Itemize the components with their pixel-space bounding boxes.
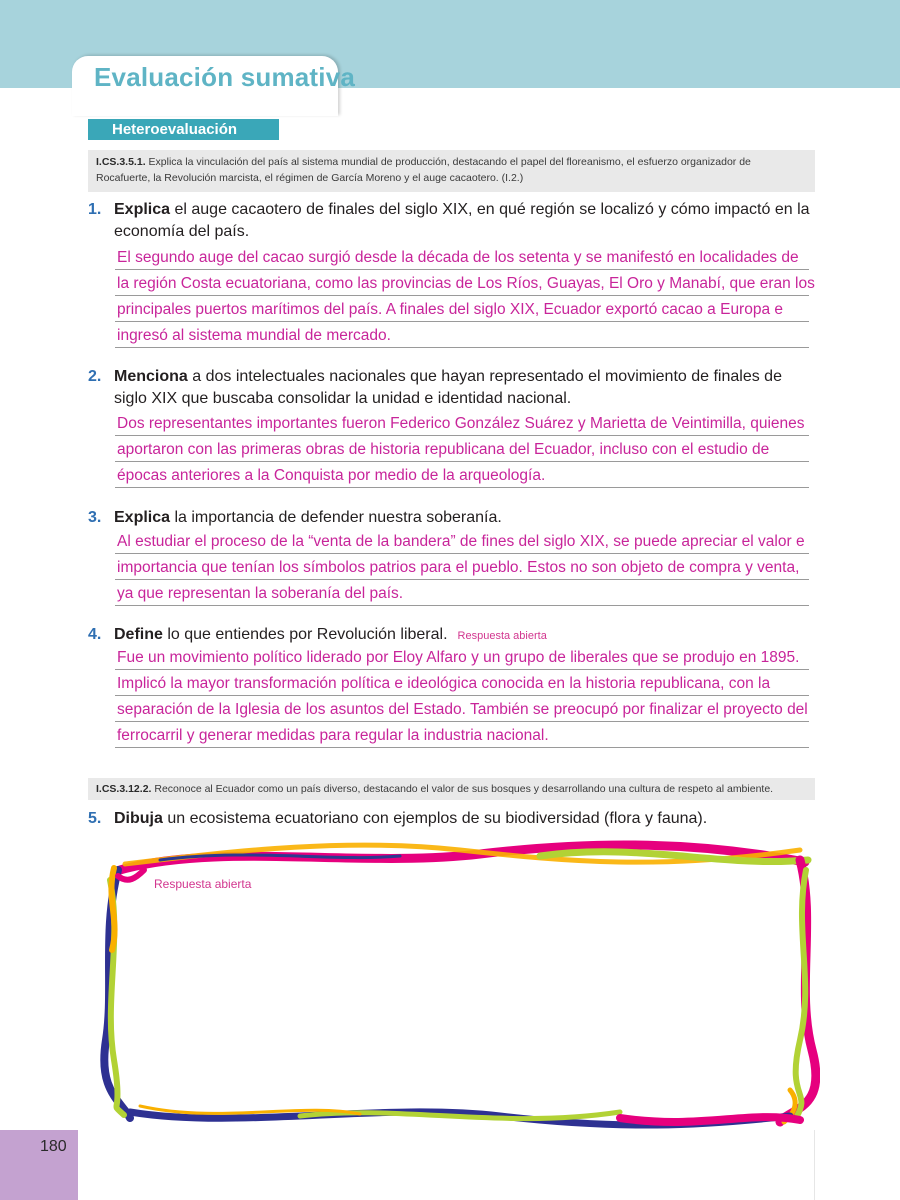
question-3 xyxy=(88,507,816,529)
indicator-code: I.CS.3.12.2. xyxy=(96,783,152,795)
indicator-box-1 xyxy=(88,150,815,192)
answer-line[interactable] xyxy=(115,270,815,296)
answer-3 xyxy=(115,528,809,606)
question-verb: Explica xyxy=(114,201,171,218)
page-number: 180 xyxy=(40,1138,67,1155)
answer-line[interactable] xyxy=(115,528,809,554)
answer-line[interactable] xyxy=(115,670,809,696)
question-number: 4. xyxy=(88,626,102,643)
question-text xyxy=(114,808,816,830)
answer-line[interactable] xyxy=(115,410,809,436)
question-verb: Define xyxy=(114,626,163,643)
question-text xyxy=(114,507,816,529)
question-1 xyxy=(88,199,816,243)
answer-line[interactable] xyxy=(115,462,809,488)
question-number: 2. xyxy=(88,368,102,385)
open-answer-tag: Respuesta abierta xyxy=(457,630,547,642)
answer-text: El segundo auge del cacao surgió desde la década de los setenta y se manifestó en localidades de xyxy=(117,249,799,266)
question-verb: Menciona xyxy=(114,368,188,385)
answer-text: aportaron con las primeras obras de historia republicana del Ecuador, incluso con el estudio de xyxy=(117,441,770,458)
question-verb: Explica xyxy=(114,509,171,526)
question-5 xyxy=(88,808,816,830)
answer-line[interactable] xyxy=(115,554,809,580)
answer-text: Fue un movimiento político liderado por Eloy Alfaro y un grupo de liberales que se produjo en 1895. xyxy=(117,649,800,666)
indicator-code: I.CS.3.5.1. xyxy=(96,156,146,168)
question-body: a dos intelectuales nacionales que hayan representado el movimiento de finales de siglo XIX que buscaba consolidar la unidad e identidad nacional. xyxy=(114,368,782,407)
page-title: Evaluación sumativa xyxy=(94,62,356,92)
answer-text: la región Costa ecuatoriana, como las provincias de Los Ríos, Guayas, El Oro y Manabí, que eran los xyxy=(117,275,815,292)
question-body: el auge cacaotero de finales del siglo XIX, en qué región se localizó y cómo impactó en la economía del país. xyxy=(114,201,810,240)
answer-text: principales puertos marítimos del país. A finales del siglo XIX, Ecuador exportó cacao a Europa e xyxy=(117,301,784,318)
answer-1 xyxy=(115,244,815,348)
ribbon-left-orange xyxy=(111,868,114,950)
question-number: 1. xyxy=(88,201,102,218)
answer-2 xyxy=(115,410,809,488)
question-body: la importancia de defender nuestra soberanía. xyxy=(170,509,502,526)
answer-line[interactable] xyxy=(115,436,809,462)
section-badge: Heteroevaluación xyxy=(88,119,279,140)
answer-text: Al estudiar el proceso de la “venta de la bandera” de fines del siglo XIX, se puede apreciar el valor e xyxy=(117,533,805,550)
question-text xyxy=(114,199,816,243)
question-text xyxy=(114,366,816,410)
drawing-area[interactable] xyxy=(118,854,802,1114)
indicator-text: Explica la vinculación del país al sistema mundial de producción, destacando el papel del floreanismo, el esfuerzo organizador de Rocafuerte, la Revolución marcista, el régimen de García Moreno y el auge cacaotero. (I.2.) xyxy=(96,156,751,184)
question-number: 3. xyxy=(88,509,102,526)
answer-text: ferrocarril y generar medidas para regular la industria nacional. xyxy=(117,727,549,744)
answer-line[interactable] xyxy=(115,580,809,606)
answer-line[interactable] xyxy=(115,722,809,748)
answer-text: épocas anteriores a la Conquista por medio de la arqueología. xyxy=(117,467,546,484)
question-body: un ecosistema ecuatoriano con ejemplos de su biodiversidad (flora y fauna). xyxy=(162,810,708,827)
answer-line[interactable] xyxy=(115,244,809,270)
question-body: lo que entiendes por Revolución liberal. xyxy=(162,626,448,643)
answer-text: Dos representantes importantes fueron Federico González Suárez y Marietta de Veintimilla, quienes xyxy=(117,415,805,432)
question-2 xyxy=(88,366,816,410)
answer-text: separación de la Iglesia de los asuntos del Estado. También se preocupó por finalizar el proyecto del xyxy=(117,701,808,718)
divider xyxy=(814,1130,815,1200)
indicator-box-2 xyxy=(88,778,815,800)
answer-text: ya que representan la soberanía del país. xyxy=(117,585,404,602)
question-number: 5. xyxy=(88,810,102,827)
answer-text: importancia que tenían los símbolos patrios para el pueblo. Estos no son objeto de compra y venta, xyxy=(117,559,800,576)
indicator-text: Reconoce al Ecuador como un país diverso, destacando el valor de sus bosques y desarrollando una cultura de respeto al ambiente. xyxy=(154,783,774,795)
drawing-area-label: Respuesta abierta xyxy=(154,877,252,891)
answer-text: ingresó al sistema mundial de mercado. xyxy=(117,327,391,344)
answer-text: Implicó la mayor transformación política e ideológica conocida en la historia republicana, con la xyxy=(117,675,771,692)
answer-line[interactable] xyxy=(115,296,809,322)
answer-line[interactable] xyxy=(115,322,809,348)
question-verb: Dibuja xyxy=(114,810,163,827)
answer-4 xyxy=(115,644,809,748)
answer-line[interactable] xyxy=(115,644,809,670)
answer-line[interactable] xyxy=(115,696,809,722)
